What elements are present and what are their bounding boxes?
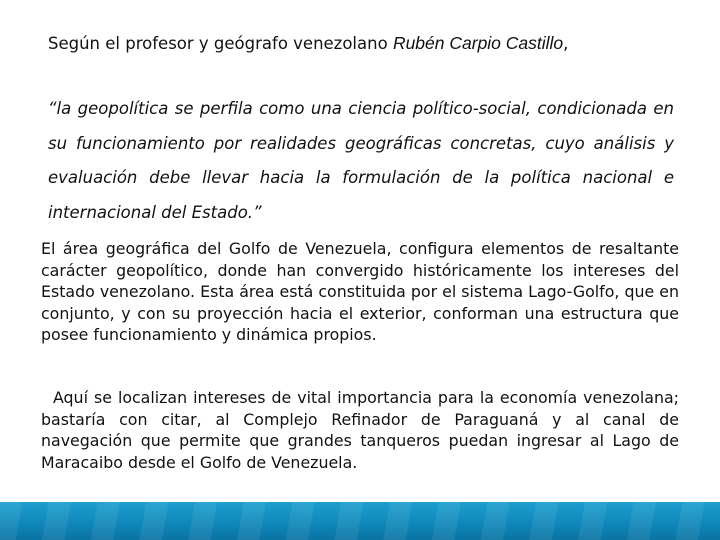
intro-prefix: Según el profesor y geógrafo venezolano bbox=[48, 34, 393, 53]
geopolitics-quote: “la geopolítica se perfila como una ciencia político-social, condicionada en su funcionamiento por realidades geográficas concretas, cuyo análisis y evaluación debe llevar hacia la formulación de la política nacional e internacional del Estado.” bbox=[48, 99, 674, 222]
intro-suffix: , bbox=[563, 34, 569, 53]
paragraph-golfo: El área geográfica del Golfo de Venezuela, configura elementos de resaltante carácter geopolítico, donde han convergido históricamente los intereses del Estado venezolano. Esta área está constituida por el sistema Lago-Golfo, que en conjunto, y con su proyección hacia el exterior, conforman una estructura que posee funcionamiento y dinámica propios. bbox=[41, 239, 679, 344]
intro-line bbox=[48, 30, 688, 57]
footer-stripe-pattern bbox=[0, 502, 720, 540]
footer-band bbox=[0, 502, 720, 540]
author-name: Rubén Carpio Castillo bbox=[392, 33, 564, 53]
paragraph-intereses: Aquí se localizan intereses de vital importancia para la economía venezolana; bastaría con citar, al Complejo Refinador de Paraguaná y al canal de navegación que permite que grandes tanqueros puedan ingresar al Lago de Maracaibo desde el Golfo de Venezuela. bbox=[41, 388, 679, 472]
